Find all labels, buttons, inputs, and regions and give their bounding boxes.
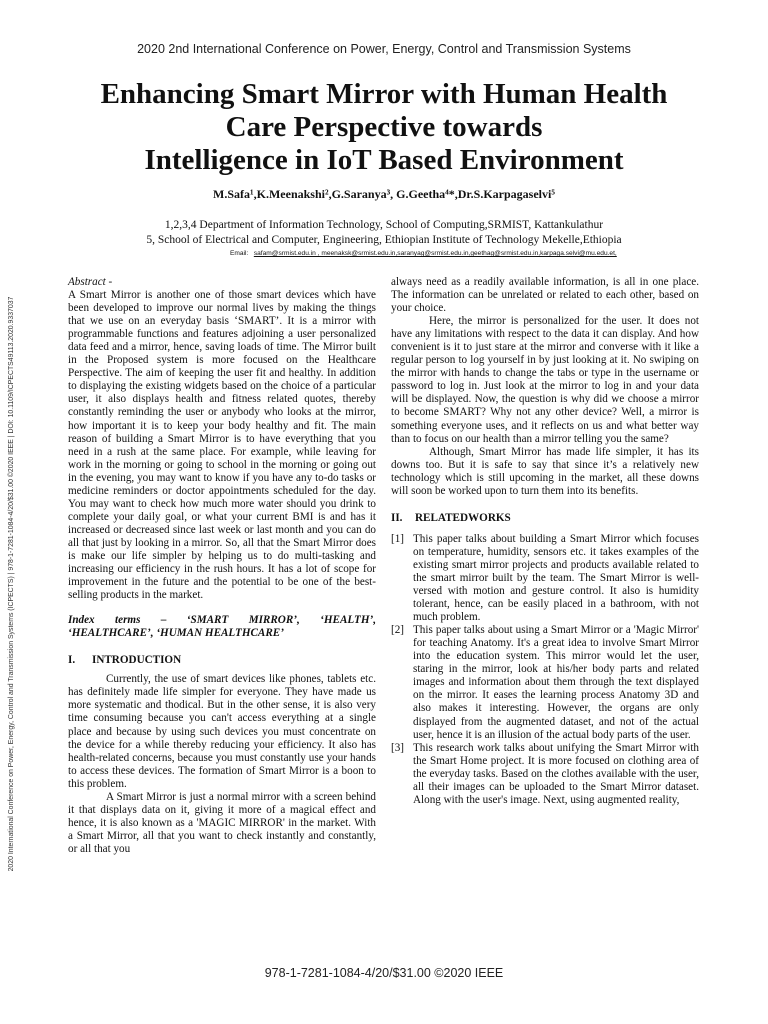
intro-paragraph: Here, the mirror is personalized for the user. It does not have any limitations with respect to the data it can display. And how convenient is it to just stare at the mirror and converse with it like a regular person to log yourself in by just looking at it. No swiping on the mirror with hands to change the tabs or type in the username or password to log in. Just look at the mirror to log in and your data will be displayed. Now, the question is why did we choose a mirror to become SMART? Why not any other device? Well, a mirror is something everyone uses, and it reflects on us and what better way than to focus on our health than a mirror telling you the same? — [391, 315, 699, 445]
author-list: M.Safa¹,K.Meenakshi²,G.Saranya³, G.Geetha⁴*,Dr.S.Karpagaselvi⁵ — [213, 187, 555, 201]
intro-paragraph: Currently, the use of smart devices like phones, tablets etc. has definitely made life simpler for everyone. They have made us more systematic and thodical. But in the other sense, it is also very time consuming because you can't access everything at a single place and because by using such devices you must concentrate on the device for a while thereby reducing your efficiency. It also has health-related concerns, because you must constantly use your hands to access these devices. The formation of Smart Mirror is a boon to this problem. — [68, 673, 376, 790]
ref-number: [3] — [391, 741, 404, 754]
related-works-list — [391, 533, 699, 807]
affiliation: 5, School of Electrical and Computer, Engineering, Ethiopian Institute of Technology Mekelle,Ethiopia — [146, 234, 622, 246]
email-label: Email: — [230, 250, 249, 257]
intro-paragraph: always need as a readily available information, is all in one place. The information can be unrelated or related to each other, based on your choice. — [391, 276, 699, 315]
email-addresses: safam@srmist.edu.in , meenaksk@srmist.edu.in,saranyag@srmist.edu.in,geethag@srmist.edu.in,karpaga.selvi@mu.edu.et, — [253, 250, 617, 257]
title-line: Intelligence in IoT Based Environment — [144, 144, 624, 176]
section-heading-related-works — [391, 512, 699, 525]
ref-text: This paper talks about building a Smart Mirror which focuses on temperature, humidity, sensors etc. it takes examples of the existing smart mirror projects and products available related to the smart mirror built by the team. The Smart Mirror is well-versed with motion and gesture control. It also is humidity tolerant, hence, can be easily placed in a bathroom, with not much problem. — [413, 532, 699, 624]
title-line: Enhancing Smart Mirror with Human Health — [100, 78, 668, 110]
section-title: RELATEDWORKS — [415, 511, 511, 524]
left-column — [68, 276, 376, 856]
paper-title — [40, 78, 728, 177]
section-heading-introduction — [68, 654, 376, 667]
side-citation: 2020 International Conference on Power, Energy, Control and Transmission Systems (ICPECTS) | 978-1-7281-1084-4/20/$31.00 ©2020 IEEE | DOI: 10.1109/ICPECTS49113.2020.9337037 — [8, 296, 15, 872]
title-line: Care Perspective towards — [225, 111, 543, 143]
affiliation: 1,2,3,4 Department of Information Technology, School of Computing,SRMIST, Kattankulathur — [164, 219, 604, 231]
email-line — [230, 250, 750, 257]
right-column — [391, 276, 699, 807]
list-item — [391, 742, 699, 807]
section-number: II. — [391, 511, 403, 524]
section-title: INTRODUCTION — [92, 654, 182, 667]
ref-text: This paper talks about using a Smart Mirror or a 'Magic Mirror' for teaching Anatomy. It's a great idea to involve Smart Mirror into the education system. This mirror would let the user, staring in the mirror, look at his/her body parts and related images and information about them through the text displayed on the mirror. It eases the learning process Anatomy 3D and also makes it interesting. However, the organs are only displayed from the augmented dataset, and not of the actual user, hence it is an illusion of the actual body parts of the user. — [413, 624, 699, 741]
ref-text: This research work talks about unifying the Smart Mirror with the Smart Home project. It is more focused on clothing area of the everyday tasks. Based on the clothes available with the user, all their images can be uploaded to the Smart Mirror dataset. Along with the user's image. Next, using augmented reality, — [413, 741, 699, 806]
list-item — [391, 533, 699, 624]
ref-number: [1] — [391, 532, 404, 545]
section-number: I. — [68, 654, 76, 667]
list-item — [391, 624, 699, 741]
abstract-text: A Smart Mirror is another one of those smart devices which have been developed to improve our normal lives by making the things that we use on an everyday basis ‘SMART’. It is a mirror with programmable functions and features adjoining a user personalized data feed and a mirror, hence, saving loads of time. The Mirror built in the Proposed system is more focused on the Healthcare Perspective. The aim of keeping the user fit and healthy. In addition to displaying the existing widgets based on the choice of a particular user, it also displays health and fitness related quotes, thereby constantly reminding the user or anybody who looks at the mirror, how important it is to keep your body healthy and fit. The main reason of building a Smart Mirror is to have everything that you need in a rush at the same place. For example, while leaving for work in the morning or going to school in the morning or going out in the evening, you may want to know if you have any to-do tasks or medicine reminders or doctor appointments scheduled for the day. You may want to check how much more water should you drink to complete your daily goal, or what your current BMI is and has it increased or decreased since last week or last month and you can do all that just by looking in a mirror. So, all that the Smart Mirror does is make our life simpler by helping us to do multi-tasking and increasing our efficiency in the rush hours. It has a lot of scope for improvement in the future and the potential to be one of the best-selling products in the market. — [68, 289, 376, 602]
page-footer: 978-1-7281-1084-4/20/$31.00 ©2020 IEEE — [264, 966, 504, 980]
conference-header: 2020 2nd International Conference on Power, Energy, Control and Transmission Systems — [137, 42, 631, 56]
intro-paragraph: Although, Smart Mirror has made life simpler, it has its downs too. But it is safe to say that since it’s a relatively new technology which is still upcoming in the market, all these downs will soon be worked upon to turn them into its benefits. — [391, 445, 699, 497]
index-terms: Index terms – ‘SMART MIRROR’, ‘HEALTH’, ‘HEALTHCARE’, ‘HUMAN HEALTHCARE’ — [68, 614, 376, 640]
ref-number: [2] — [391, 624, 404, 637]
abstract-label: Abstract - — [68, 276, 113, 288]
intro-paragraph: A Smart Mirror is just a normal mirror with a screen behind it that displays data on it, giving it more of a magical effect and hence, it is also known as a 'MAGIC MIRROR' in the market. With a Smart Mirror, all that you want to check instantly and constantly, or all that you — [68, 790, 376, 855]
